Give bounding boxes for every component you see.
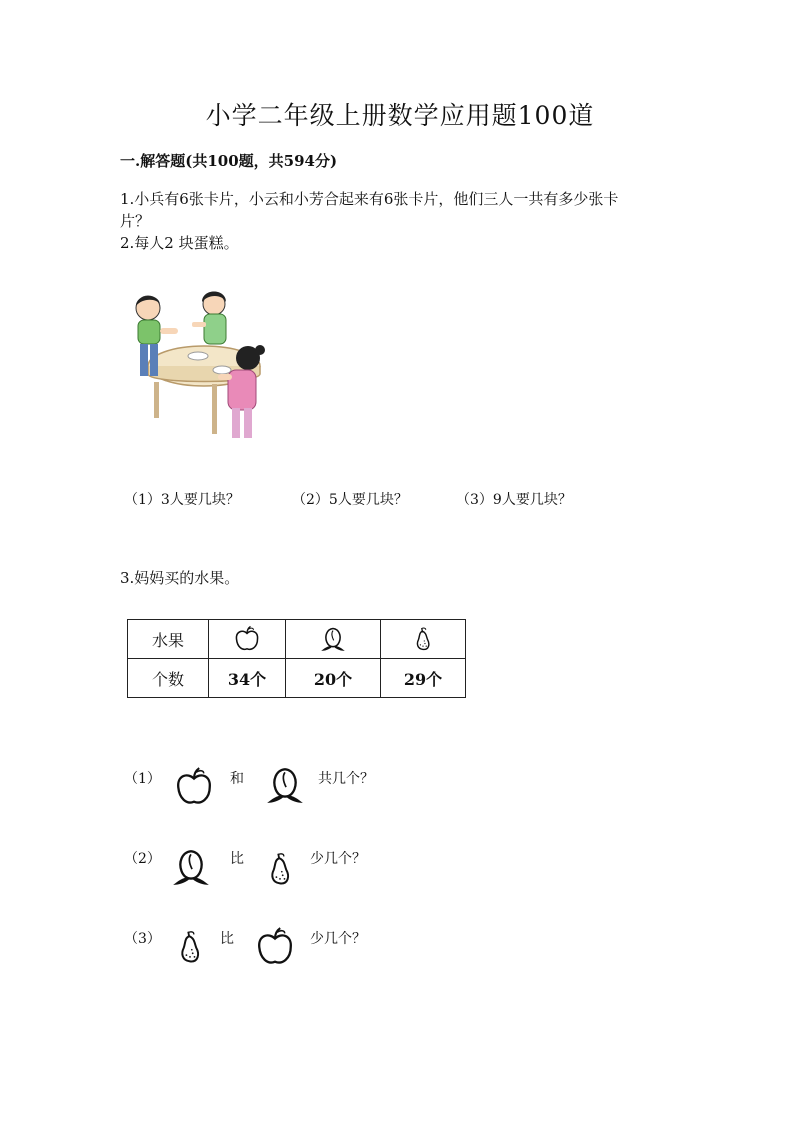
question-3-sub-1-number: （1） [124, 771, 161, 787]
question-3-sub-2-connector: 比 [230, 851, 244, 867]
page-title: 小学二年级上册数学应用题100道 [205, 101, 595, 130]
pear-icon [410, 625, 436, 653]
fruit-table [127, 619, 466, 698]
question-3-sub-3-connector: 比 [220, 931, 234, 947]
peach-icon [264, 764, 306, 806]
table-header-label: 水果 [128, 620, 209, 659]
pear-count: 29个 [381, 659, 466, 698]
table-row [128, 659, 466, 698]
question-3-sub-2-number: （2） [124, 851, 161, 867]
question-2-text: 2.每人2 块蛋糕。 [120, 234, 239, 252]
table-cell [209, 620, 286, 659]
peach-icon [319, 625, 347, 653]
question-1-line-2: 片？ [120, 212, 151, 230]
section-heading: 一.解答题(共100题，共594分) [120, 152, 338, 170]
question-2-sub-2: （2）5人要几块？ [292, 492, 408, 508]
apple-icon [233, 625, 261, 653]
peach-count: 20个 [286, 659, 381, 698]
table-cell [286, 620, 381, 659]
pear-icon [262, 848, 298, 890]
children-at-table-illustration [128, 284, 276, 444]
question-2-sub-1: （1）3人要几块？ [124, 492, 240, 508]
question-2-sub-3: （3）9人要几块？ [456, 492, 572, 508]
apple-icon [173, 766, 215, 808]
question-3-text: 3.妈妈买的水果。 [120, 569, 240, 587]
question-3-sub-2-ending: 少几个？ [310, 851, 366, 867]
table-cell [381, 620, 466, 659]
question-3-sub-1-ending: 共几个？ [318, 771, 374, 787]
apple-icon [254, 926, 296, 968]
question-3-sub-3-ending: 少几个？ [310, 931, 366, 947]
question-3-sub-1-connector: 和 [230, 771, 244, 787]
apple-count: 34个 [209, 659, 286, 698]
table-row [128, 620, 466, 659]
pear-icon [172, 926, 208, 968]
peach-icon [170, 846, 212, 888]
question-1-line-1: 1.小兵有6张卡片，小云和小芳合起来有6张卡片，他们三人一共有多少张卡 [120, 190, 619, 208]
table-count-label: 个数 [128, 659, 209, 698]
question-3-sub-3-number: （3） [124, 931, 161, 947]
